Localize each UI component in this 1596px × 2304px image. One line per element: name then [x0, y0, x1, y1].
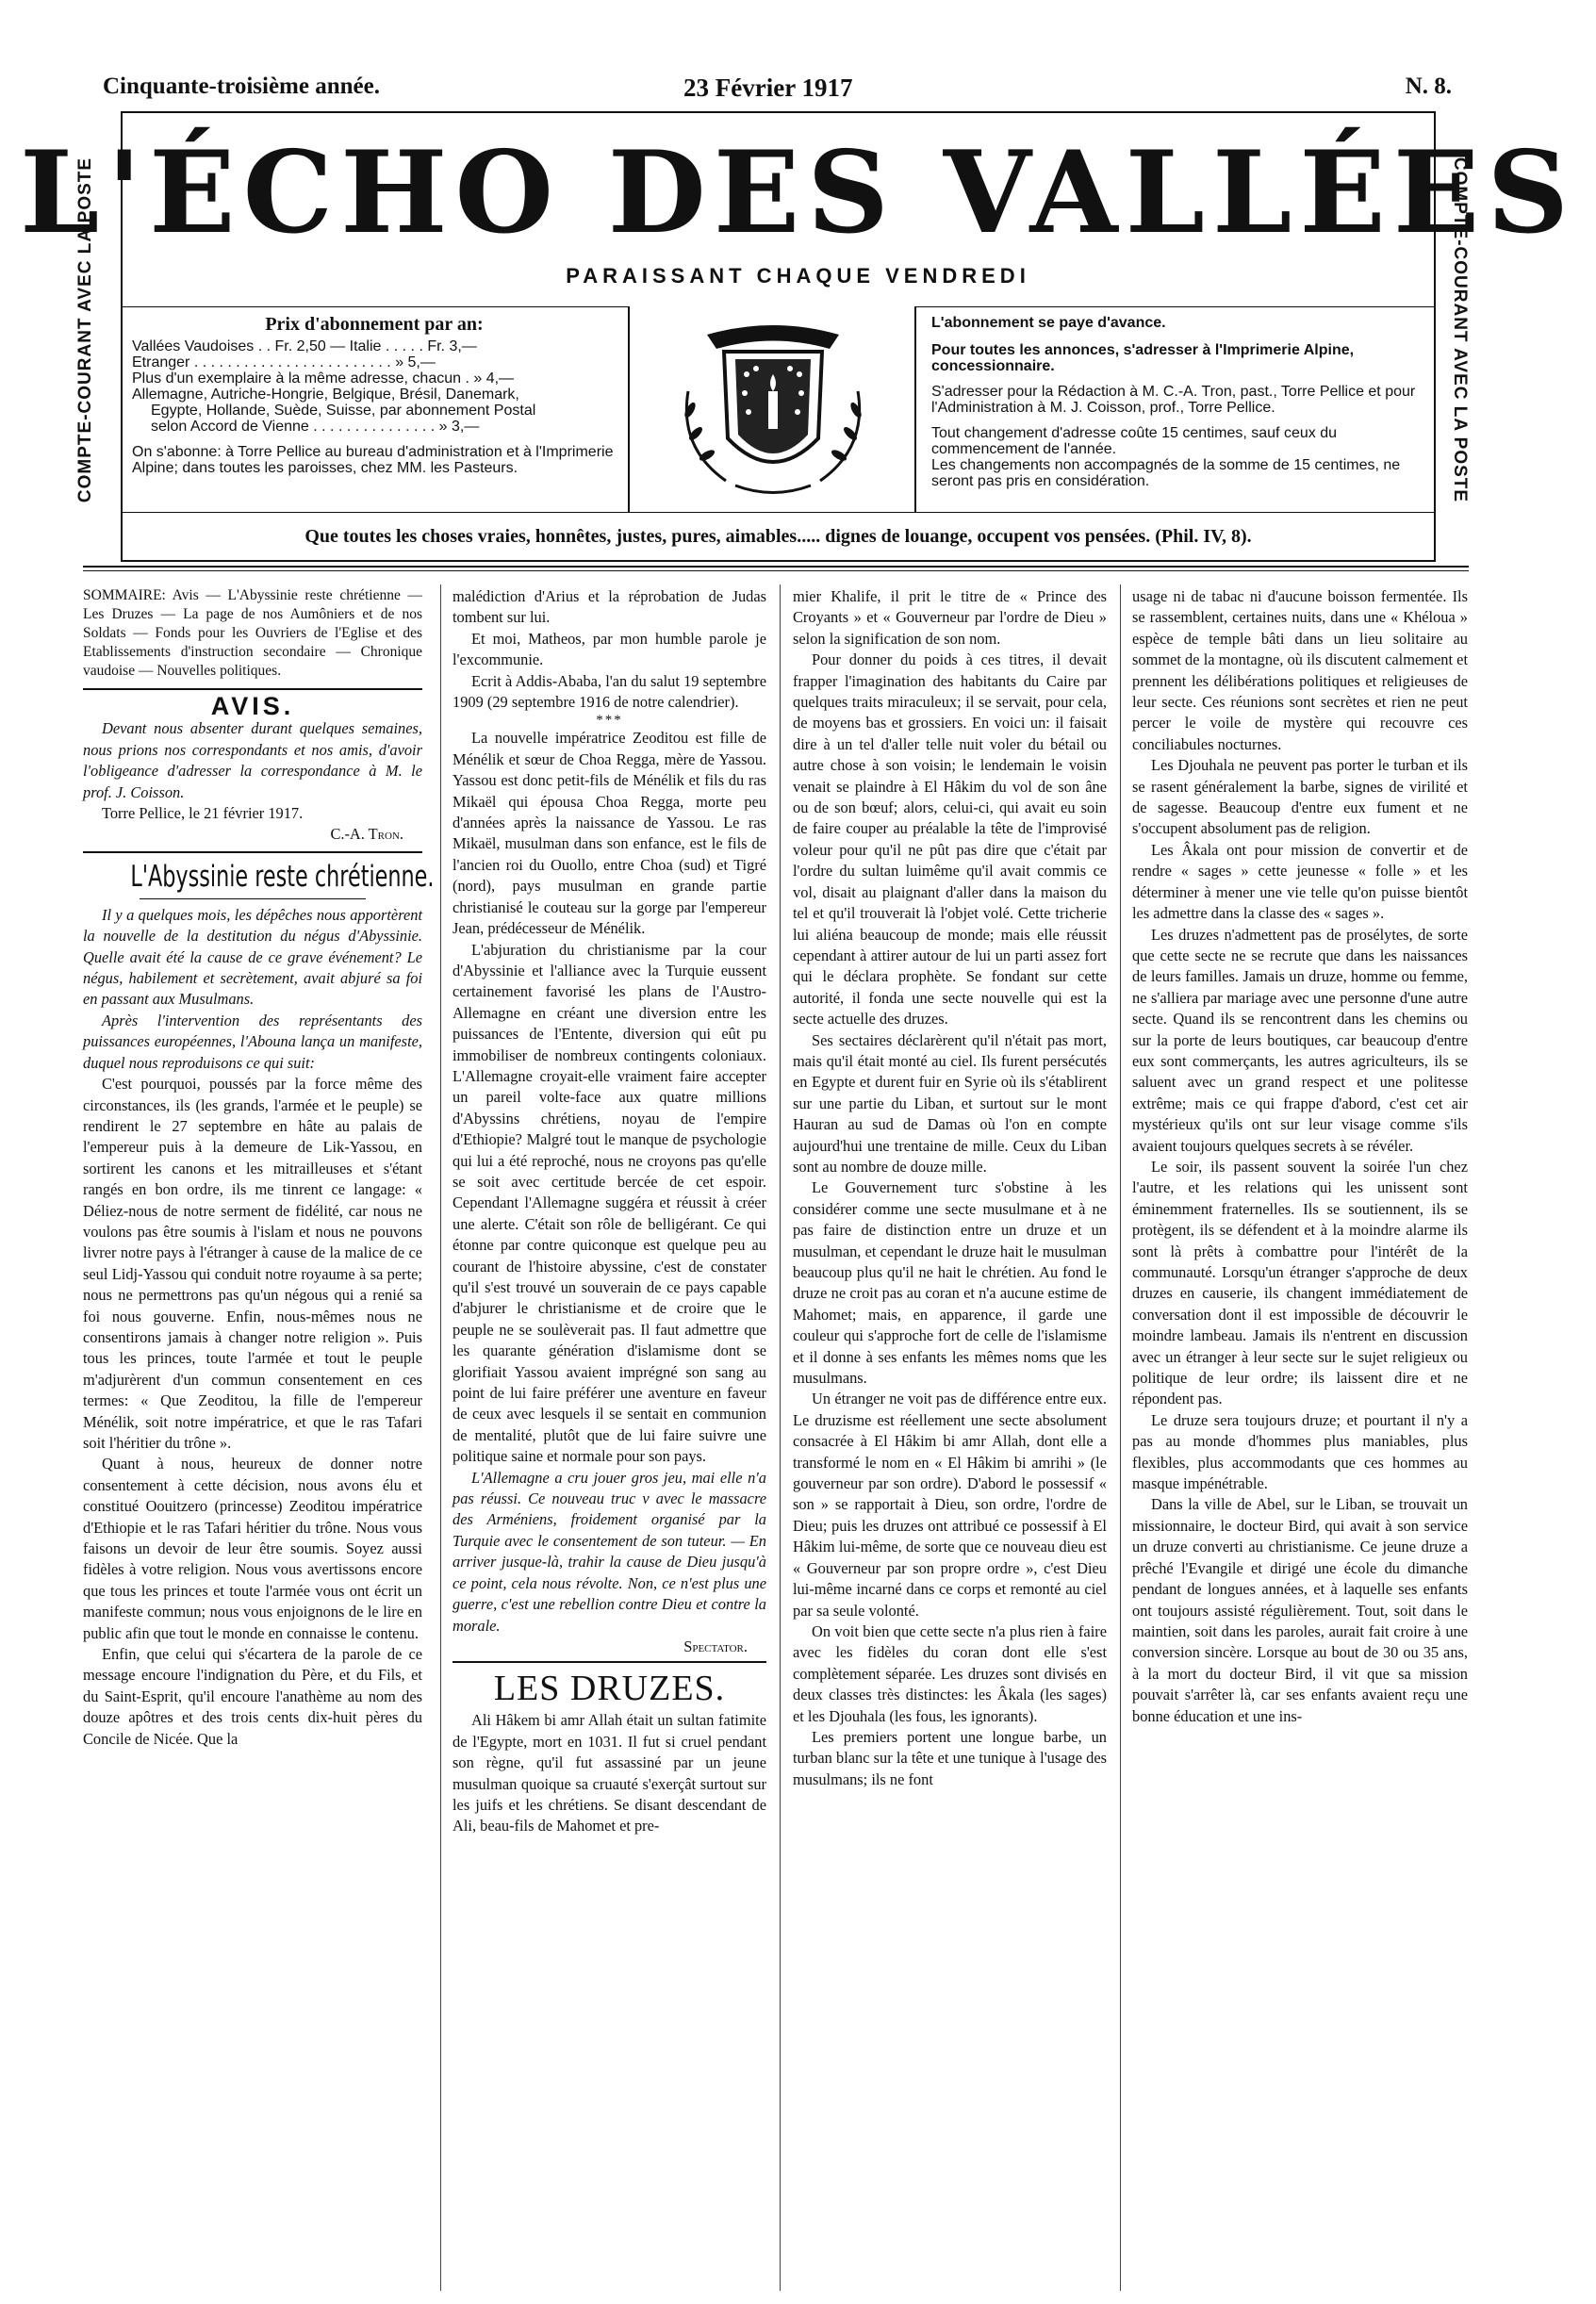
side-caption-left-text: COMPTE-COURANT AVEC LA POSTE — [75, 156, 95, 503]
article-paragraph: malédiction d'Arius et la réprobation de Judas tombent sur lui. — [452, 587, 766, 627]
article-paragraph: usage ni de tabac ni d'aucune boisson fermentée. Ils se rassemblent, certaines nuits, dans une « Khéloua » espèce de temple bâti dans un lieu solitaire au sommet de la montagne, où ils discutent calmement et prennent les délibérations politiques et religieuses de leur secte. Ces réunions sont secrètes et rien ne peut percer le voile de mystère qui recouvre ces conciliabules nocturnes. — [1132, 587, 1468, 753]
avis-text: Devant nous absenter durant quelques semaines, nous prions nos correspondants et nos amis, d'avoir l'obligeance d'adresser la correspondance à M. le prof. J. Coisson. — [83, 719, 422, 801]
druzes-heading: LES DRUZES. — [493, 1669, 726, 1709]
column-4 — [1132, 586, 1468, 1727]
avis-heading: AVIS. — [210, 692, 295, 720]
column-divider — [440, 584, 441, 2291]
subscription-line: Allemagne, Autriche-Hongrie, Belgique, Brésil, Danemark, — [132, 387, 519, 403]
frame-inner-rule — [121, 512, 1436, 513]
article-paragraph: L'Allemagne a cru jouer gros jeu, mai elle n'a pas réussi. Ce nouveau truc v avec le massacre des Arméniens, froidement organisé par la Turquie avec le consentement de son tuteur. — En arriver jusque-là, trahir la cause de Dieu jusqu'à ce point, cela nous révolte. Non, ce n'est plus une guerre, c'est une rebellion contre Dieu et contre la morale. — [452, 1468, 766, 1635]
notices-box — [914, 306, 1436, 512]
article-paragraph: Les Âkala ont pour mission de convertir et de rendre « sages » cette jeunesse « folle » et les déterminer à mener une vie telle qu'on puisse bientôt les admettre dans la classe des « sages ». — [1132, 840, 1468, 923]
abyssinia-intro-2: Après l'intervention des représentants des puissances européennes, l'Abouna lança un manifeste, duquel nous reproduisons ce qui suit: — [83, 1011, 422, 1072]
subscription-line: Vallées Vaudoises . . Fr. 2,50 — Italie . . . . . Fr. 3,— — [132, 338, 477, 354]
subscription-heading: Prix d'abonnement par an: — [265, 314, 484, 335]
article-paragraph: Ses sectaires déclarèrent qu'il n'était pas mort, mais qu'il était monté au ciel. Ils furent persécutés en Egypte et durent fuir en Syrie où ils s'établirent sur une partie du Liban, et surtout sur le mont Hauran au sud de Damas où l'on en compte aujourd'hui une trentaine de mille. Ceux du Liban sont au nombre de douze mille. — [793, 1030, 1107, 1176]
avis-place: Torre Pellice, le 21 février 1917. — [102, 804, 304, 823]
masthead-subtitle: PARAISSANT CHAQUE VENDREDI — [566, 264, 1030, 288]
section-rule — [452, 1661, 766, 1663]
article-paragraph: C'est pourquoi, poussés par la force même des circonstances, ils (les grands, l'armée et le peuple) se rendirent le 27 septembre en hâte au palais de l'empereur puis à la demeure de Lik-Yassou, en sortirent les canons et les mitrailleuses et s'étant rangés en bon ordre, ils me tinrent ce langage: « Déliez-nous de notre serment de fidélité, car nous ne voulons pas être soumis à l'islam et nous ne pouvons livrer notre pays à l'étranger à cause de la malice de ce seul Lidj-Yassou qui conduit notre royaume à sa perte; nous ne permettrons pas qu'un négous qui a renié sa foi nous gouverne. Enfin, nous-mêmes nous ne consentirons jamais à changer notre religion ». Puis tous les princes, toute l'armée et tout le peuple m'adjurèrent d'un commun consentement en ces termes: « Que Zeoditou, la fille de l'empereur Ménélik, soit notre impératrice, et que le ras Tafari soit l'héritier du trône ». — [83, 1075, 422, 1452]
article-paragraph: Le Gouvernement turc s'obstine à les considérer comme une secte musulmane et à ne pas faire de distinction entre un druze et un musulman, et cependant le druze hait le musulman beaucoup plus qu'il ne hait le chrétien. Au fond le druze ne croit pas au coran et n'a aucune estime de Mahomet; mais, en apparence, il garde une couleur qui s'approche fort de celle de l'islamisme et il donne à ses enfants les mêmes noms que les musulmans. — [793, 1178, 1107, 1388]
column-3 — [793, 586, 1107, 1790]
vaudois-candle-emblem-icon — [650, 306, 896, 512]
subscription-line: Plus d'un exemplaire à la même adresse, chacun . » 4,— — [132, 370, 515, 387]
article-paragraph: Les Djouhala ne peuvent pas porter le turban et ils se rasent généralement la barbe, signes de virilité et de sagesse. Beaucoup d'entre eux fument et ne s'occupent absolument pas de religion. — [1132, 756, 1468, 838]
article-signature: Spectator. — [683, 1637, 748, 1655]
article-paragraph: Les premiers portent une longue barbe, un turban blanc sur la tête et une tunique à l'usage des musulmans; ils ne font — [793, 1727, 1107, 1788]
article-paragraph: Ecrit à Addis-Ababa, l'an du salut 19 septembre 1909 (29 septembre 1916 de notre calendrier). — [452, 671, 766, 712]
article-paragraph: La nouvelle impératrice Zeoditou est fille de Ménélik et sœur de Choa Regga, mère de Yassou. Yassou est donc petit-fils de Ménélik et fils du ras Mikaël qui épousa Choa Regga, morte peu d'années après la naissance de Yassou. Le ras Mikaël, musulman dans son enfance, est le fils de l'ancien roi du Ouollo, entre Choa (sud) et Tigré (nord), pays musulman en grande partie christianisé le couteau sur la gorge par l'empereur Jean, prédécesseur de Ménélik. — [452, 729, 766, 938]
subscription-line: Egypte, Hollande, Suède, Suisse, par abonnement Postal — [151, 403, 536, 419]
article-paragraph: Le druze sera toujours druze; et pourtant il n'y a pas au monde d'hommes plus maniables, plus flexibles, plus accommodants que ces hommes au masque impénétrable. — [1132, 1410, 1468, 1493]
avis-signature: C.-A. Tron. — [330, 825, 403, 844]
article-paragraph: Pour donner du poids à ces titres, il devait frapper l'imagination des habitants du Caire par quelques traits miraculeux; il se servait, pour cela, de moyens bas et grossiers. En voici un: il faisait dire à un tel d'aller telle nuit voler du bétail ou autre chose à son voisin; le lendemain le voisin venait se plaindre à El Hâkim du vol de son âne ou de son bœuf; alors, celui-ci, qui avait eu soin de faire couper au préalable la tête de l'improvisé voleur pour qu'il ne pût pas dire que c'était par l'ordre du sultan luimême qu'il avait commis ce vol, disait au plaignant d'aller dans la maison du tel et qu'il trouverait là l'objet volé. Cette tricherie lui aliéna beaucoup de monde; mais elle réussit cependant à attirer autour de lui un parti assez fort qui le déclara prophète. Se fondant sur cette autorité, il fonda une secte nouvelle qui est la secte actuelle des druzes. — [793, 650, 1107, 1029]
section-rule — [83, 688, 422, 690]
motto: Que toutes les choses vraies, honnêtes, justes, pures, aimables..... dignes de louange, occupent vos pensées. (Phil. IV, 8). — [304, 526, 1252, 547]
article-paragraph: Dans la ville de Abel, sur le Liban, se trouvait un missionnaire, le docteur Bird, qui avait à son service un druze converti au christianisme. Ce jeune druze a prêché l'Evangile et dirigé une école du dimanche pendant de longues années, et à laquelle ses enfants ont toujours assisté régulièrement. Tout, soit dans le maintien, soit dans les paroles, aurait fait croire à une conversion sincère. Lorsque au bout de 30 ou 35 ans, à la mort du docteur Bird, il vit que sa mission pouvait s'arrêter là, car ses enfants avaient reçu une bonne éducation et une ins- — [1132, 1495, 1468, 1725]
notice-line: S'adresser pour la Rédaction à M. C.-A. Tron, past., Torre Pellice et pour l'Administration à M. J. Coisson, prof., Torre Pellice. — [931, 384, 1416, 416]
masthead-title: L'ÉCHO DES VALLÉES — [20, 126, 1576, 259]
notice-line: Pour toutes les annonces, s'adresser à l'Imprimerie Alpine, concessionnaire. — [931, 342, 1355, 374]
masthead-rule — [83, 566, 1469, 568]
heading-underline — [140, 898, 366, 899]
sommaire: SOMMAIRE: Avis — L'Abyssinie reste chrétienne — Les Druzes — La page de nos Aumôniers et de nos Soldats — Fonds pour les Ouvriers de l'Eglise et des Etablissements d'instruction secondaire — Chronique vaudoise — Nouvelles politiques. — [83, 587, 422, 679]
issue-date: 23 Février 1917 — [683, 74, 853, 102]
article-paragraph: Quant à nous, heureux de donner notre consentement à cette décision, nous avons élu et constitué Oouitzero (princesse) Zeoditou impératrice d'Ethiopie et le ras Tafari héritier du trône. Nous vous faisons un devoir de leur être soumis. Soyez aussi fidèles à votre religion. Nous vous avertissons encore que tous les princes et toute l'armée vous ont écrit un manifeste commun; nous vous enjoignons de le lire en public afin que tout le monde en connaisse le contenu. — [83, 1455, 422, 1642]
article-paragraph: Un étranger ne voit pas de différence entre eux. Le druzisme est réellement une secte absolument consacrée à El Hâkim bi amr Allah, dont elle a transformé le nom en « El Hâkim bi amrihi » (le gouverneur par son ordre). D'abord le possessif « son » se rapportait à Dieu, son ordre, l'ordre de Dieu; puis les druzes ont attribué ce possessif à El Hâkim lui-même, de sorte que ce nouveau dieu est « Gouverneur par son propre ordre », c'est Dieu lui-même incarné dans ce corps et remonté au ciel par sa seule volonté. — [793, 1390, 1107, 1620]
article-paragraph: On voit bien que cette secte n'a plus rien à faire avec les fidèles du coran dont elle s'est complètement séparée. Les druzes sont divisés en deux classes très distinctes: les Âkala (les sages) et les Djouhala (les fous, les ignorants). — [793, 1621, 1107, 1725]
top-line — [90, 74, 1452, 106]
side-caption-right-text: COMPTE-COURANT AVEC LA POSTE — [1450, 156, 1470, 503]
abyssinia-heading: L'Abyssinie reste chrétienne. — [130, 859, 435, 894]
column-divider — [1120, 584, 1121, 2291]
column-1 — [83, 586, 435, 1750]
notice-line: Tout changement d'adresse coûte 15 centimes, sauf ceux du commencement de l'année. — [931, 425, 1337, 457]
section-stars: *** — [596, 713, 623, 729]
subscription-line: Etranger . . . . . . . . . . . . . . . . . . . . . . . . » 5,— — [132, 354, 436, 370]
issue-number: N. 8. — [1405, 74, 1452, 99]
article-paragraph: Les druzes n'admettent pas de prosélytes, de sorte que cette secte ne se recrute que dans les naissances de leurs familles. Jamais un druze, homme ou femme, ne s'alliera par mariage avec une personne d'une autre secte. Quand ils se rencontrent dans les chemins ou sur la porte de leurs boutiques, car beaucoup d'entre eux sont commerçants, les autres agriculteurs, ils se saluent avec un grand respect et une politesse extrême; mais ce qui frappe d'abord, c'est cet air mystérieux qu'ils ont sur leur visage comme s'ils avaient toujours quelques secrets à se révéler. — [1132, 925, 1468, 1155]
article-paragraph: Ali Hâkem bi amr Allah était un sultan fatimite de l'Egypte, mort en 1031. Il fut si cruel pendant son règne, qu'il fut assassiné par un jeune musulman quoique sa cruauté s'exerçât surtout sur les juifs et les chrétiens. Se disant descendant de Ali, beau-fils de Mahomet et pre- — [452, 1711, 766, 1835]
subscription-line: selon Accord de Vienne . . . . . . . . . . . . . . . » 3,— — [151, 419, 480, 435]
section-rule — [83, 851, 422, 853]
notice-line: Les changements non accompagnés de la somme de 15 centimes, ne seront pas pris en considération. — [931, 457, 1401, 489]
article-paragraph: Et moi, Matheos, par mon humble parole je l'excommunie. — [452, 629, 766, 669]
column-divider — [780, 584, 781, 2291]
subscription-box — [121, 306, 630, 512]
notice-line: L'abonnement se paye d'avance. — [931, 315, 1166, 331]
column-2 — [452, 586, 766, 1837]
abyssinia-intro: Il y a quelques mois, les dépêches nous apportèrent la nouvelle de la destitution du négus d'Abyssinie. Quelle avait été la cause de ce grave événement? Le négus, habilement et secrètement, avait abjuré sa foi en passant aux Musulmans. — [83, 905, 422, 1009]
article-paragraph: Le soir, ils passent souvent la soirée l'un chez l'autre, et les relations qui les unissent sont éminemment fraternelles. Ils se soutiennent, ils se protègent, ils se défendent et à la moindre alarme ils sont là prêts à combattre pour l'intérêt de la communauté. Lorsqu'un étranger s'approche de deux druzes en causerie, ils changent immédiatement de conversation dont il est impossible de découvrir le moindre lambeau. Jamais ils n'entrent en discussion avec un étranger à leur secte sur le sujet religieux ou politique de leur ordre; ils laissent dire et ne répondent pas. — [1132, 1157, 1468, 1408]
article-paragraph: L'abjuration du christianisme par la cour d'Abyssinie et l'alliance avec la Turquie eussent certainement favorisé les plans de l'Austro-Allemagne en créant une diversion entre les puissances de l'Entente, diversion qui eût pu immobiliser de nombreux contingents coloniaux. L'Allemagne croyait-elle vraiment faire accepter un pareil volte-face aux quatre millions d'Abyssins chrétiens, noyau de l'empire d'Ethiopie? Malgré tout le manque de psychologie qui lui a été reproché, nous ne croyons pas qu'elle se soit avec certitude bercée de cet espoir. Cependant l'Allemagne suggéra et réussit à créer une alerte. C'était son rôle de belligérant. Ce qui étonne par contre quiconque est quelque peu au courant de l'histoire abyssine, c'est de constater qu'il s'est trouvé un souverain de ce pays capable d'abjurer le christianisme et de croire que le peuple ne se soulèverait pas. Il faut admettre que les quarante génération d'islamisme dont se glorifiait Yassou avaient imprégné son sang au point de lui faire préférer une aventure en faveur de ceux avec lesquels il se sentait en communion de mentalité, plutôt que de lui faire suivre une politique saine et normale pour son pays. — [452, 940, 766, 1466]
masthead-rule-thin — [83, 570, 1469, 571]
year-label: Cinquante-troisième année. — [103, 74, 380, 99]
subscription-note: On s'abonne: à Torre Pellice au bureau d'administration et à l'Imprimerie Alpine; dans toutes les paroisses, chez MM. les Pasteurs. — [132, 444, 614, 476]
article-paragraph: mier Khalife, il prit le titre de « Prince des Croyants » et « Gouverneur par l'ordre de Dieu » selon la signification de son nom. — [793, 587, 1107, 648]
article-paragraph: Enfin, que celui qui s'écartera de la parole de ce message encoure l'indignation du Père, et du Fils, et du Saint-Esprit, qu'il encoure l'anathème au nom des douze apôtres et des trois cents dix-huit pères du Concile de Nicée. Que la — [83, 1645, 422, 1748]
